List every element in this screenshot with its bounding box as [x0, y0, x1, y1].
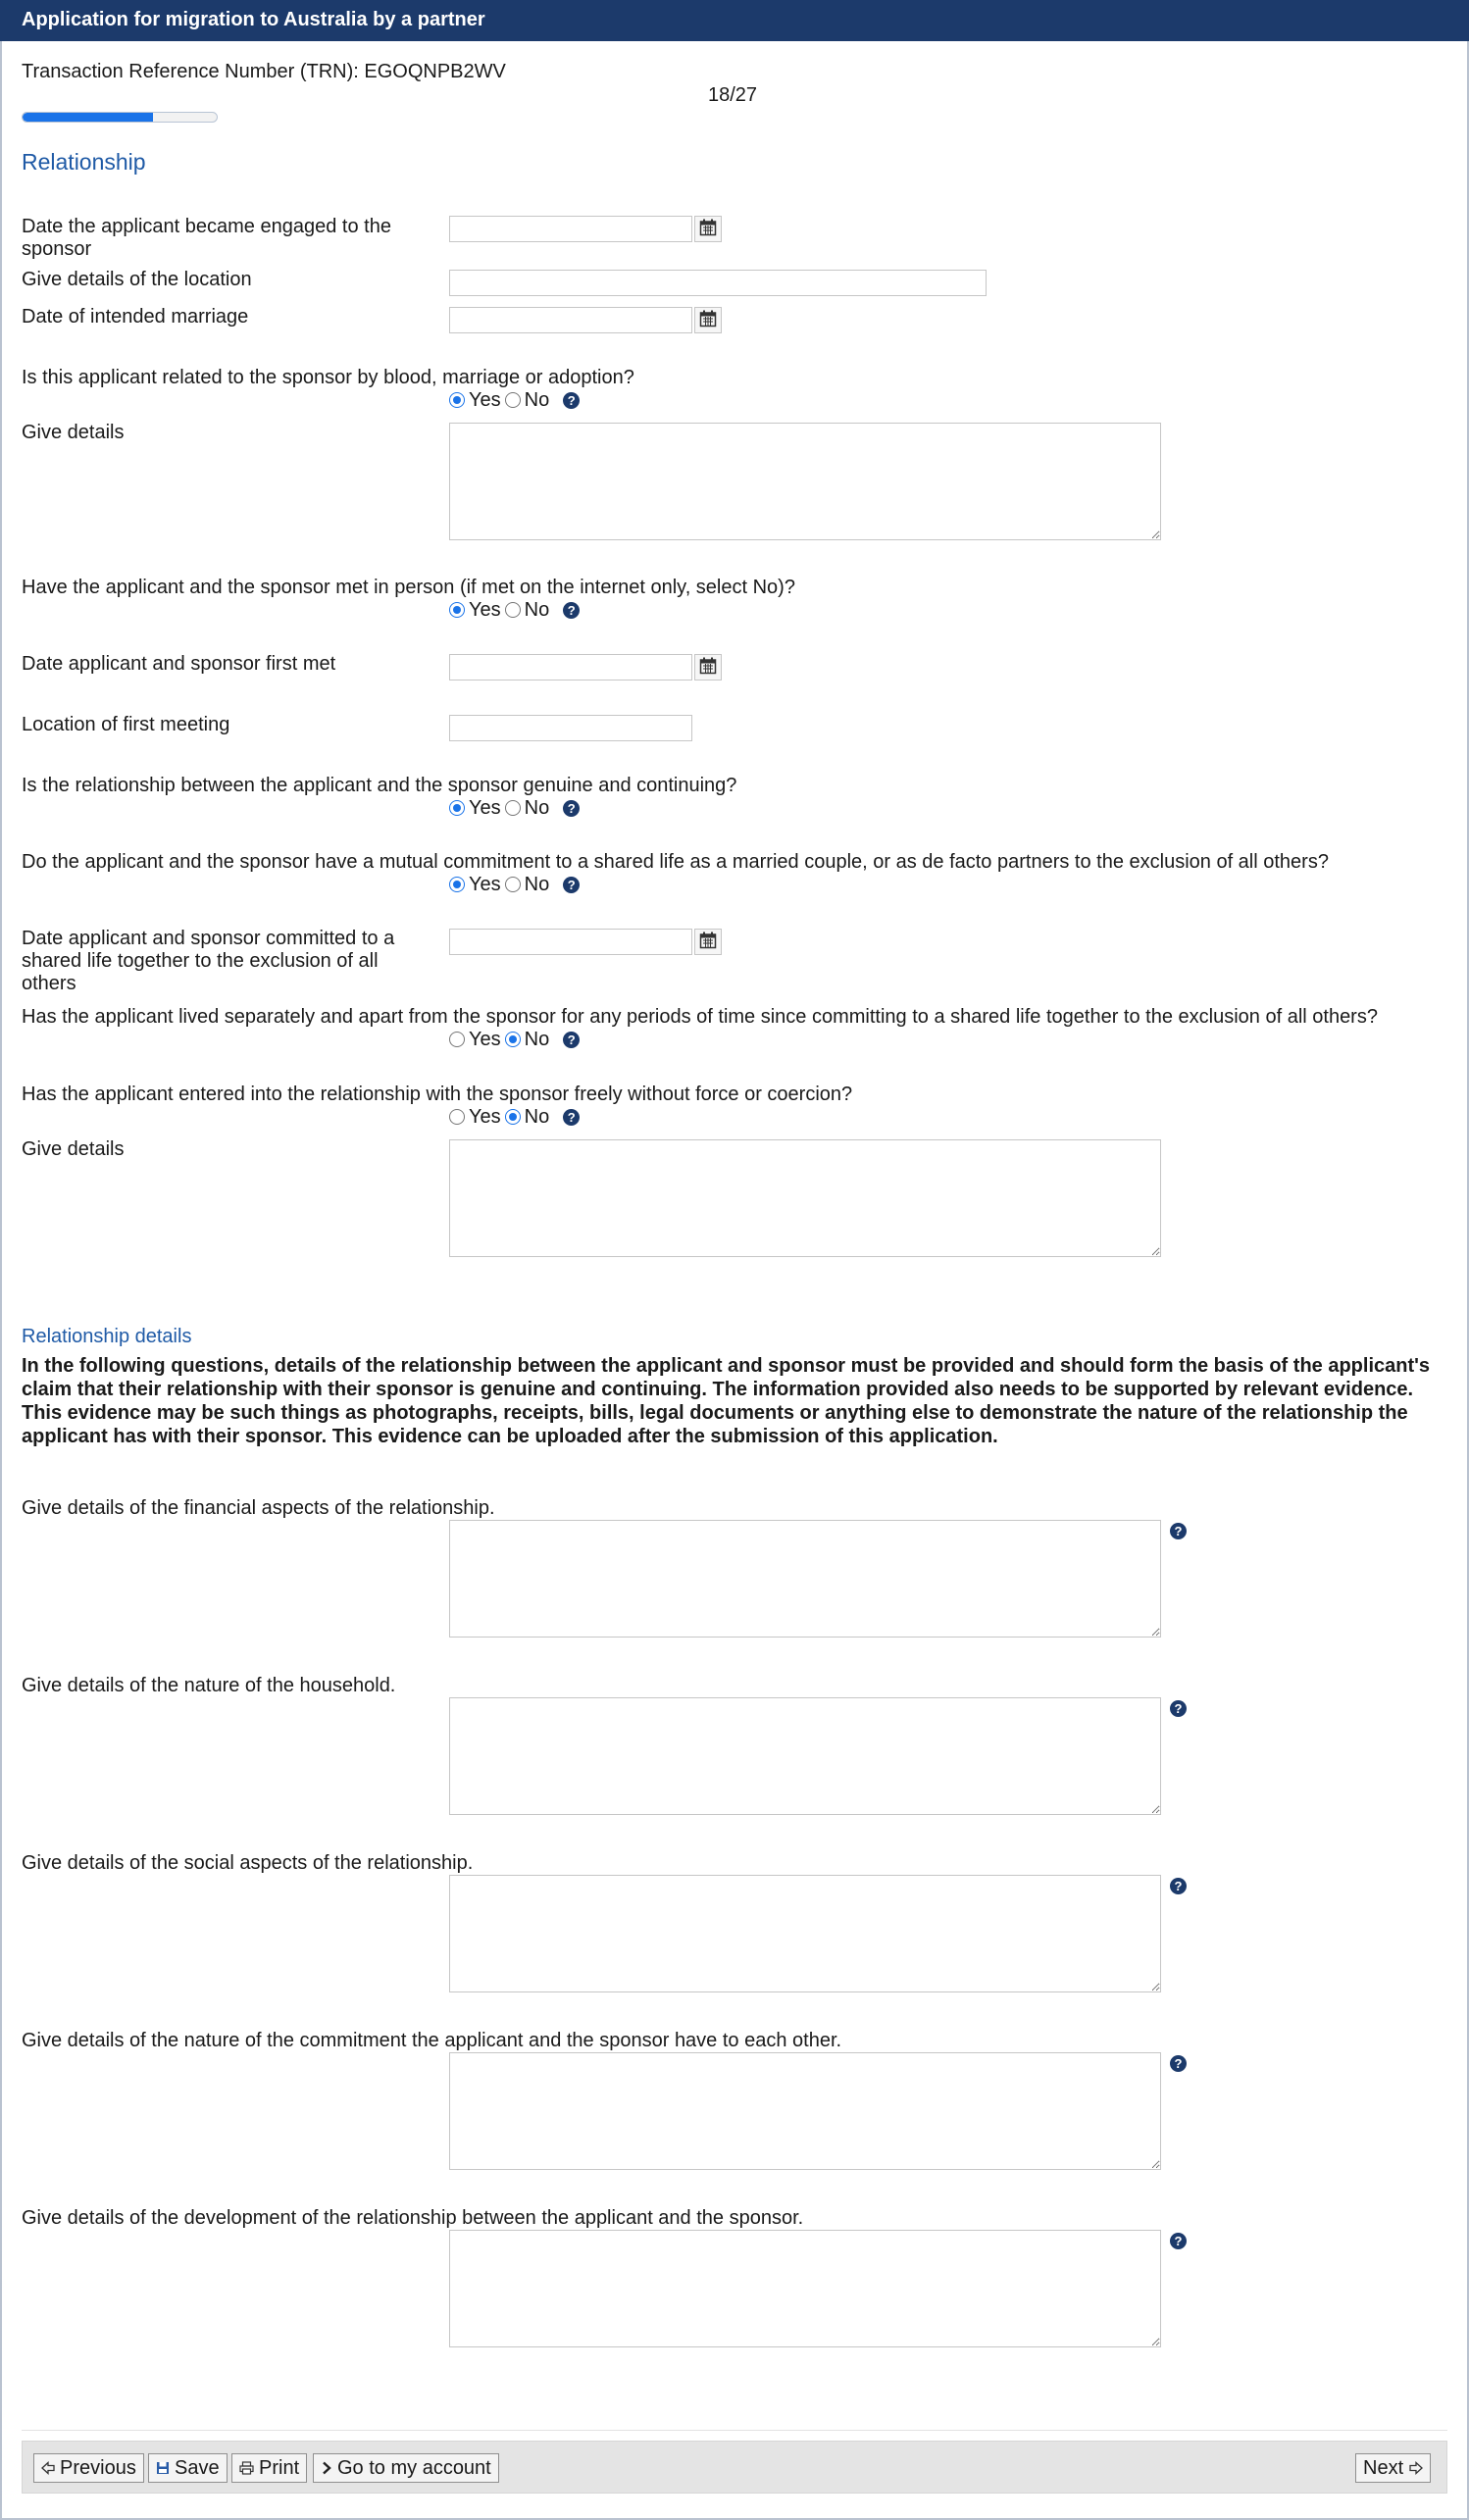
help-icon[interactable]: ? [563, 1109, 580, 1126]
save-button-label: Save [175, 2456, 220, 2479]
lived-separately-radio-group [449, 1028, 580, 1051]
relationship-details-title: Relationship details [22, 1326, 192, 1347]
first-meeting-location-label: Location of first meeting [22, 714, 230, 735]
section-title: Relationship [22, 149, 146, 175]
mutual-no-option[interactable] [505, 874, 550, 896]
progress-bar-fill [23, 113, 153, 122]
radio-label: Yes [469, 598, 501, 621]
help-icon[interactable]: ? [563, 392, 580, 409]
related-no-option[interactable] [505, 389, 550, 412]
financial-textarea[interactable] [449, 1520, 1161, 1638]
development-textarea[interactable] [449, 2230, 1161, 2347]
marriage-date-label: Date of intended marriage [22, 306, 249, 328]
radio-label: No [524, 598, 550, 621]
calendar-icon [699, 657, 717, 678]
genuine-question-label: Is the relationship between the applicant and the sponsor genuine and continuing? [22, 775, 737, 796]
previous-button-label: Previous [60, 2456, 136, 2479]
genuine-radio-group [449, 796, 580, 820]
print-icon [239, 2461, 254, 2475]
go-to-account-button-label: Go to my account [337, 2456, 491, 2479]
save-icon [156, 2461, 170, 2475]
radio-label: Yes [469, 388, 501, 411]
related-yes-option[interactable] [449, 389, 501, 412]
commitment-label: Give details of the nature of the commitment the applicant and the sponsor have to each other. [22, 2030, 842, 2051]
engaged-date-label: Date the applicant became engaged to the sponsor [22, 216, 391, 260]
household-label: Give details of the nature of the household. [22, 1675, 396, 1696]
next-button-label: Next [1363, 2456, 1404, 2479]
marriage-date-picker [449, 307, 724, 334]
mutual-yes-option[interactable] [449, 874, 501, 896]
help-icon[interactable]: ? [563, 602, 580, 619]
help-icon[interactable]: ? [1170, 1700, 1187, 1717]
print-button[interactable] [231, 2453, 307, 2483]
mutual-commitment-radio-group [449, 873, 580, 896]
radio-label: Yes [469, 873, 501, 895]
arrow-left-icon [41, 2461, 55, 2475]
met-in-person-question-label: Have the applicant and the sponsor met in person (if met on the internet only, select No)? [22, 577, 795, 598]
calendar-icon [699, 310, 717, 330]
footer-divider [22, 2430, 1447, 2431]
radio-label: Yes [469, 1105, 501, 1128]
first-met-date-input[interactable] [449, 654, 692, 680]
genuine-no-radio[interactable] [505, 800, 521, 816]
freely-details-textarea[interactable] [449, 1139, 1161, 1257]
help-icon[interactable]: ? [1170, 1523, 1187, 1539]
related-no-radio[interactable] [505, 392, 521, 408]
help-icon[interactable]: ? [563, 1032, 580, 1048]
go-to-account-button[interactable] [313, 2453, 499, 2483]
freely-no-option[interactable] [505, 1106, 550, 1129]
previous-button[interactable] [33, 2453, 144, 2483]
marriage-date-calendar-button[interactable] [694, 307, 722, 333]
print-button-label: Print [259, 2456, 300, 2479]
related-yes-radio[interactable] [449, 392, 465, 408]
household-textarea[interactable] [449, 1697, 1161, 1815]
freely-details-label: Give details [22, 1138, 125, 1160]
engaged-date-picker [449, 216, 724, 243]
commitment-textarea[interactable] [449, 2052, 1161, 2170]
freely-question-label: Has the applicant entered into the relationship with the sponsor freely without force or coercion? [22, 1084, 853, 1105]
mutual-yes-radio[interactable] [449, 877, 465, 892]
help-icon[interactable]: ? [563, 800, 580, 817]
calendar-icon [699, 932, 717, 952]
first-met-date-calendar-button[interactable] [694, 654, 722, 680]
radio-label: Yes [469, 1028, 501, 1050]
lived-separately-question-label: Has the applicant lived separately and apart from the sponsor for any periods of time since committing to a shared life together to the exclusion of all others? [22, 1006, 1378, 1028]
freely-no-radio[interactable] [505, 1109, 521, 1125]
committed-date-label: Date applicant and sponsor committed to a shared life together to the exclusion of all others [22, 928, 395, 994]
mutual-no-radio[interactable] [505, 877, 521, 892]
trn-text: Transaction Reference Number (TRN): EGOQNPB2WV [22, 61, 506, 82]
genuine-no-option[interactable] [505, 797, 550, 820]
footer-bar [22, 2441, 1447, 2494]
page-header: Application for migration to Australia by a partner [0, 0, 1469, 41]
social-label: Give details of the social aspects of the relationship. [22, 1852, 474, 1874]
radio-label: No [524, 796, 550, 819]
separately-no-option[interactable] [505, 1029, 550, 1051]
met-no-radio[interactable] [505, 602, 521, 618]
save-button[interactable] [148, 2453, 228, 2483]
separately-yes-radio[interactable] [449, 1032, 465, 1047]
radio-label: No [524, 873, 550, 895]
location-label: Give details of the location [22, 269, 252, 290]
mutual-commitment-question-label: Do the applicant and the sponsor have a mutual commitment to a shared life as a married couple, or as de facto partners to the exclusion of all others? [22, 851, 1329, 873]
social-textarea[interactable] [449, 1875, 1161, 1992]
help-icon[interactable]: ? [1170, 2233, 1187, 2249]
help-icon[interactable]: ? [1170, 1878, 1187, 1894]
radio-label: No [524, 1105, 550, 1128]
help-icon[interactable]: ? [1170, 2055, 1187, 2072]
first-met-date-picker [449, 654, 724, 681]
met-yes-radio[interactable] [449, 602, 465, 618]
genuine-yes-option[interactable] [449, 797, 501, 820]
radio-label: No [524, 1028, 550, 1050]
met-no-option[interactable] [505, 599, 550, 622]
committed-date-input[interactable] [449, 929, 692, 955]
radio-label: Yes [469, 796, 501, 819]
related-question-label: Is this applicant related to the sponsor by blood, marriage or adoption? [22, 367, 634, 388]
progress-bar [22, 112, 218, 123]
marriage-date-input[interactable] [449, 307, 692, 333]
committed-date-picker [449, 929, 724, 956]
met-in-person-radio-group [449, 598, 580, 622]
next-button[interactable] [1355, 2453, 1431, 2483]
financial-label: Give details of the financial aspects of the relationship. [22, 1497, 495, 1519]
freely-yes-radio[interactable] [449, 1109, 465, 1125]
engaged-date-calendar-button[interactable] [694, 216, 722, 242]
help-icon[interactable]: ? [563, 877, 580, 893]
separately-no-radio[interactable] [505, 1032, 521, 1047]
chevron-right-icon [321, 2461, 332, 2475]
page-counter: 18/27 [708, 84, 758, 106]
committed-date-calendar-button[interactable] [694, 929, 722, 955]
freely-radio-group [449, 1105, 580, 1129]
met-yes-option[interactable] [449, 599, 501, 622]
first-met-date-label: Date applicant and sponsor first met [22, 653, 336, 675]
genuine-yes-radio[interactable] [449, 800, 465, 816]
development-label: Give details of the development of the relationship between the applicant and the sponsor. [22, 2207, 804, 2229]
freely-yes-option[interactable] [449, 1106, 501, 1129]
relationship-details-intro: In the following questions, details of the relationship between the applicant and sponsor must be provided and should form the basis of the applicant's claim that their relationship with their sponsor is genuine and continuing. The information provided also needs to be supported by relevant evidence. This evidence may be such things as photographs, receipts, bills, legal documents or anything else to demonstrate the nature of the relationship the applicant has with their sponsor. This evidence can be uploaded after the submission of this application. [22, 1355, 1431, 1447]
related-radio-group [449, 388, 580, 412]
calendar-icon [699, 219, 717, 239]
related-details-textarea[interactable] [449, 423, 1161, 540]
related-details-label: Give details [22, 422, 125, 443]
first-meeting-location-input[interactable] [449, 715, 692, 741]
engaged-date-input[interactable] [449, 216, 692, 242]
arrow-right-icon [1409, 2461, 1423, 2475]
location-input[interactable] [449, 270, 987, 296]
separately-yes-option[interactable] [449, 1029, 501, 1051]
radio-label: No [524, 388, 550, 411]
